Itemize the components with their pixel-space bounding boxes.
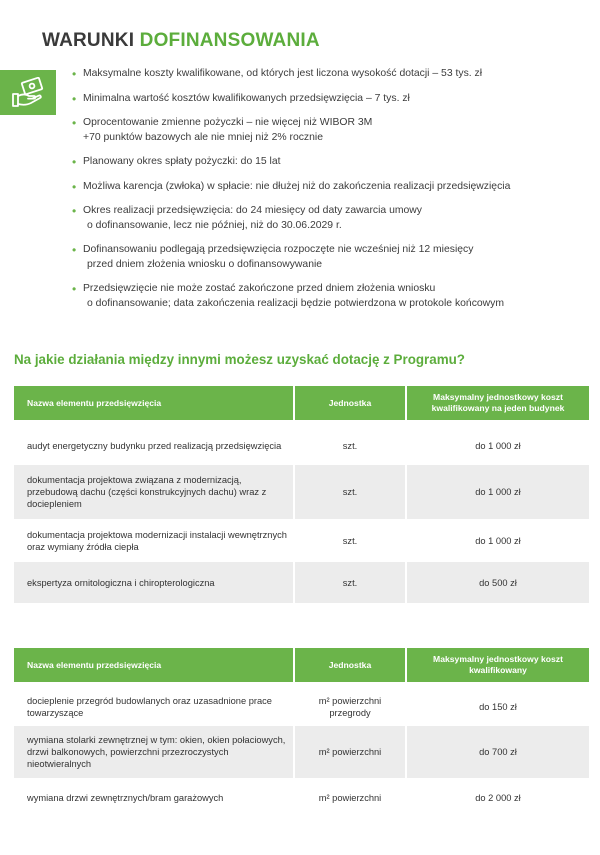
cell-name: dokumentacja projektowa modernizacji instalacji wewnętrznych oraz wymiany źródła ciepła xyxy=(14,519,293,562)
list-item-line: +70 punktów bazowych ale nie mniej niż 2% rocznie xyxy=(83,131,323,143)
list-item-line: Dofinansowaniu podlegają przedsięwzięcia rozpoczęte nie wcześniej niż 12 miesięcy xyxy=(83,244,474,255)
column-header-cost: Maksymalny jednostkowy koszt kwalifikowany na jeden budynek xyxy=(407,386,589,420)
column-header-unit: Jednostka xyxy=(295,648,405,682)
list-item xyxy=(72,92,592,107)
list-item-line: Minimalna wartość kosztów kwalifikowanych przedsięwzięcia – 7 tys. zł xyxy=(83,92,410,104)
list-item-line: Planowany okres spłaty pożyczki: do 15 lat xyxy=(83,156,281,167)
cell-cost: do 1 000 zł xyxy=(407,426,589,465)
column-header-cost: Maksymalny jednostkowy koszt kwalifikowany xyxy=(407,648,589,682)
list-item xyxy=(72,116,592,145)
cell-cost: do 2 000 zł xyxy=(407,778,589,818)
cell-unit: szt. xyxy=(295,519,405,562)
table-row xyxy=(14,688,589,726)
list-item-line: o dofinansowanie; data zakończenia realizacji będzie potwierdzona w protokole końcowym xyxy=(87,297,505,309)
cell-cost: do 150 zł xyxy=(407,688,589,726)
column-header-name: Nazwa elementu przedsięwzięcia xyxy=(14,648,293,682)
table-row xyxy=(14,562,589,603)
list-item xyxy=(72,180,592,195)
cell-cost: do 1 000 zł xyxy=(407,465,589,519)
list-item xyxy=(72,243,592,272)
cell-name: audyt energetyczny budynku przed realizacją przedsięwzięcia xyxy=(14,426,293,465)
list-item-line: o dofinansowanie, lecz nie później, niż do 30.06.2029 r. xyxy=(87,219,342,231)
conditions-list xyxy=(72,67,592,311)
table-header-row xyxy=(14,386,589,420)
cell-cost: do 500 zł xyxy=(407,562,589,603)
table-row xyxy=(14,726,589,778)
cell-name: docieplenie przegród budowlanych oraz uzasadnione prace towarzyszące xyxy=(14,688,293,726)
list-item xyxy=(72,282,592,311)
cell-name: wymiana drzwi zewnętrznych/bram garażowych xyxy=(14,778,293,818)
cell-unit: m² powierzchni xyxy=(295,778,405,818)
section-heading: Na jakie działania między innymi możesz uzyskać dotację z Programu? xyxy=(14,352,465,367)
cell-cost: do 700 zł xyxy=(407,726,589,778)
column-header-unit: Jednostka xyxy=(295,386,405,420)
eligible-costs-table-2 xyxy=(12,648,591,818)
cell-name: ekspertyza ornitologiczna i chiropterologiczna xyxy=(14,562,293,603)
cell-name: wymiana stolarki zewnętrznej w tym: okien, okien połaciowych, drzwi balkonowych, powierzchni przezroczystych nieotwieralnych xyxy=(14,726,293,778)
list-item xyxy=(72,204,592,233)
cell-unit: m² powierzchni przegrody xyxy=(295,688,405,726)
column-header-name: Nazwa elementu przedsięwzięcia xyxy=(14,386,293,420)
page-title-part1: WARUNKI xyxy=(42,30,140,51)
page-title-part2: DOFINANSOWANIA xyxy=(139,30,320,51)
list-item-line: przed dniem złożenia wniosku o dofinansowywanie xyxy=(87,258,323,270)
cell-unit: szt. xyxy=(295,562,405,603)
table-row xyxy=(14,778,589,818)
list-item xyxy=(72,67,592,82)
cell-unit: szt. xyxy=(295,465,405,519)
table-row xyxy=(14,465,589,519)
cell-unit: m² powierzchni xyxy=(295,726,405,778)
table-row xyxy=(14,519,589,562)
cell-name: dokumentacja projektowa związana z modernizacją, przebudową dachu (części konstrukcyjnych dachu) wraz z dociepleniem xyxy=(14,465,293,519)
money-hand-icon xyxy=(0,70,56,115)
cell-unit: szt. xyxy=(295,426,405,465)
list-item-line: Okres realizacji przedsięwzięcia: do 24 miesięcy od daty zawarcia umowy xyxy=(83,205,422,216)
list-item-line: Oprocentowanie zmienne pożyczki – nie więcej niż WIBOR 3M xyxy=(83,117,373,128)
page-title xyxy=(42,30,320,52)
cell-cost: do 1 000 zł xyxy=(407,519,589,562)
table-header-row xyxy=(14,648,589,682)
eligible-costs-table-1 xyxy=(12,386,591,603)
list-item-line: Przedsięwzięcie nie może zostać zakończone przed dniem złożenia wniosku xyxy=(83,283,436,294)
list-item-line: Maksymalne koszty kwalifikowane, od których jest liczona wysokość dotacji – 53 tys. zł xyxy=(83,68,483,79)
list-item-line: Możliwa karencja (zwłoka) w spłacie: nie dłużej niż do zakończenia realizacji przedsięwzięcia xyxy=(83,180,511,192)
list-item xyxy=(72,155,592,170)
table-row xyxy=(14,426,589,465)
